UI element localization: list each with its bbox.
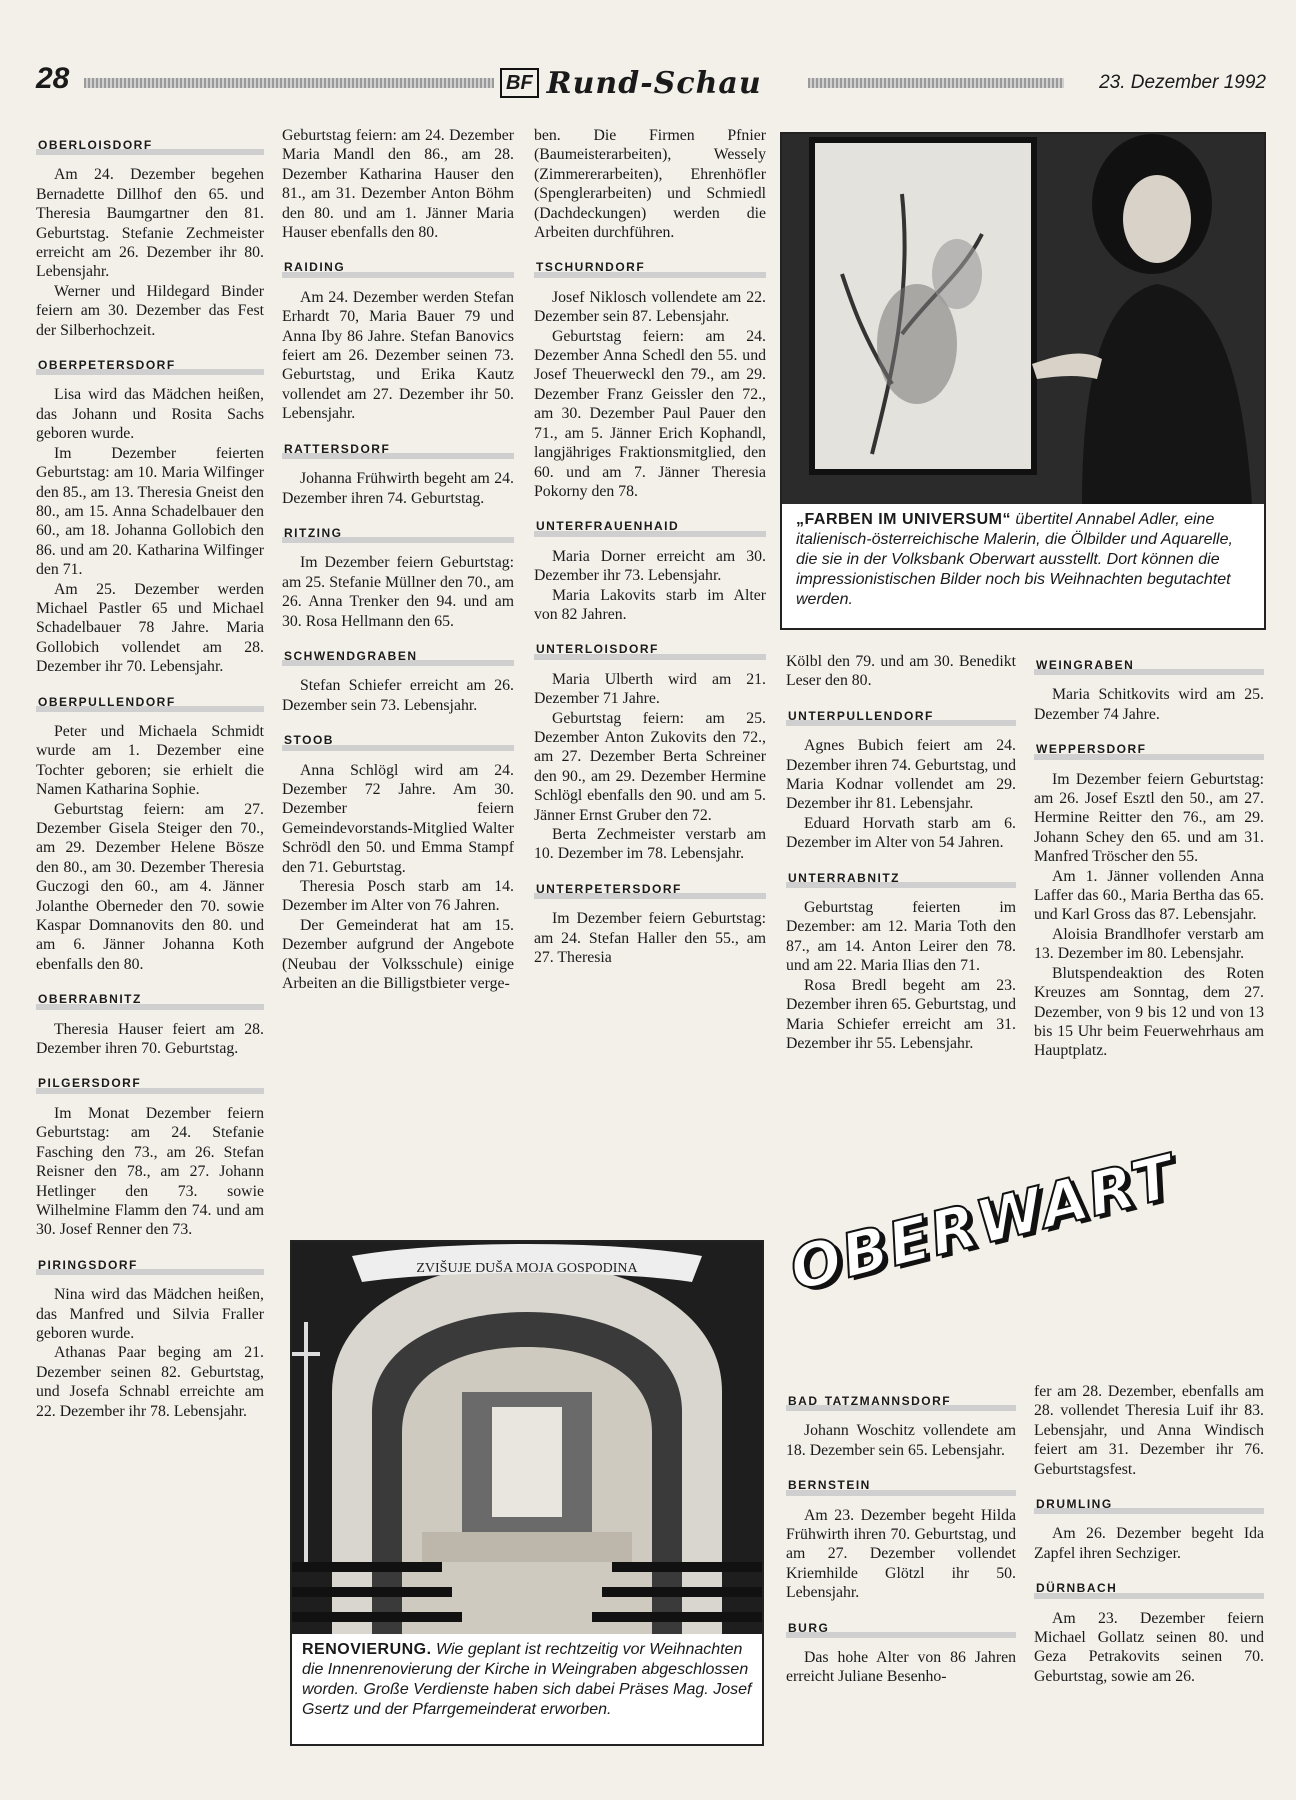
article-paragraph: Im Dezember feiern Geburtstag: am 25. Stefanie Müllner den 70., am 26. Anna Trenker den 94. und am 30. Rosa Hellmann den 65. — [282, 554, 514, 630]
church-caption-text: Wie geplant ist rechtzeitig vor Weihnachten die Innenrenovierung der Kirche in Weingraben abgeschlossen worden. Große Verdienste haben sich dabei Präses Mag. Josef Gsertz und der Pfarrgemeinderat erworben. — [302, 1641, 752, 1718]
article-paragraph: Maria Ulberth wird am 21. Dezember 71 Jahre. — [534, 670, 766, 708]
article-paragraph: fer am 28. Dezember, ebenfalls am 28. vollendet Theresia Luif ihr 83. Lebensjahr, und Anna Windisch feiert am 31. Dezember ihr 76. Geburtstagsfest. — [1034, 1383, 1264, 1478]
section-heading: drumling — [1034, 1491, 1264, 1514]
church-banner-text: ZVIŠUJE DUŠA MOJA GOSPODINA — [416, 1261, 638, 1276]
article-paragraph: Im Dezember feierten Geburtstag: am 10. Maria Wilfinger den 85., am 13. Theresia Gneist den 80., am 15. Anna Schadelbauer den 60., am 18. Johanna Gollobich den 86. und am 20. Katharina Wilfinger den 71. — [36, 444, 264, 579]
article-paragraph: Eduard Horvath starb am 6. Dezember im Alter von 54 Jahren. — [786, 814, 1016, 852]
painter-photo-box — [780, 132, 1266, 630]
section-heading: bernstein — [786, 1472, 1016, 1495]
article-paragraph: Am 24. Dezember begehen Bernadette Dillhof den 65. und Theresia Baumgartner den 81. Geburtstag. Stefanie Zechmeister erreicht am 26. Dezember ihr 80. Lebensjahr. — [36, 166, 264, 281]
section-heading: unterfrauenhaid — [534, 513, 766, 536]
article-paragraph: Agnes Bubich feiert am 24. Dezember ihren 74. Geburtstag, und Maria Kodnar vollendet am 29. Dezember ihr 81. Lebensjahr. — [786, 737, 1016, 813]
church-photo — [292, 1242, 762, 1634]
article-paragraph: Werner und Hildegard Binder feiern am 30. Dezember das Fest der Silberhochzeit. — [36, 282, 264, 339]
article-paragraph: Das hohe Alter von 86 Jahren erreicht Juliane Besenho- — [786, 1649, 1016, 1686]
article-paragraph: ben. Die Firmen Pfnier (Baumeisterarbeiten), Wessely (Zimmererarbeiten), Ehrenhöfler (Spenglerarbeiten) und Schmiedl (Dachdeckungen) werden die Arbeiten durchführen. — [534, 127, 766, 242]
section-heading: ritzing — [282, 520, 514, 543]
masthead-logo — [500, 66, 762, 100]
painter-caption-title: „FARBEN IM UNIVERSUM“ — [796, 511, 1011, 528]
section-heading: weingraben — [1034, 652, 1264, 675]
article-paragraph: Peter und Michaela Schmidt wurde am 1. Dezember eine Tochter geboren; sie erhielt die Namen Katharina Sophie. — [36, 722, 264, 799]
section-heading: unterpullendorf — [786, 703, 1016, 726]
article-paragraph: Im Monat Dezember feiern Geburtstag: am 24. Stefanie Fasching den 73., am 26. Stefan Reisner den 78., am 27. Johann Hetlinger den 73. sowie Wilhelmine Flamm den 74. und am 30. Josef Renner den 73. — [36, 1104, 264, 1239]
article-paragraph: Am 26. Dezember begeht Ida Zapfel ihren Sechziger. — [1034, 1525, 1264, 1562]
article-paragraph: Anna Schlögl wird am 24. Dezember 72 Jahre. Am 30. Dezember feiern Gemeindevorstands-Mitglied Walter Schrödl den 50. und Emma Stampf den 71. Geburtstag. — [282, 761, 514, 876]
section-heading: unterrabnitz — [786, 865, 1016, 888]
section-heading: oberrabnitz — [36, 986, 264, 1009]
article-paragraph: Johanna Frühwirth begeht am 24. Dezember ihren 74. Geburtstag. — [282, 470, 514, 507]
section-heading: unterpetersdorf — [534, 876, 766, 899]
section-heading: oberloisdorf — [36, 132, 264, 155]
article-paragraph: Geburtstag feiern: am 24. Dezember Anna Schedl den 55. und Josef Theuerweckl den 79., am 29. Dezember Franz Geissler den 72., am 30. Dezember Paul Pauer den 71., am 5. Jänner Erich Kophandl, langjähriges Fraktionsmitglied, den 60. und am 7. Jänner Theresia Pokorny den 78. — [534, 327, 766, 500]
article-paragraph: Maria Lakovits starb im Alter von 82 Jahren. — [534, 586, 766, 623]
church-photo-box — [290, 1240, 764, 1746]
article-paragraph: Am 23. Dezember feiern Michael Gollatz seinen 80. und Geza Petrakovits seinen 70. Geburtstag, sowie am 26. — [1034, 1609, 1264, 1685]
article-paragraph: Theresia Hauser feiert am 28. Dezember ihren 70. Geburtstag. — [36, 1020, 264, 1058]
header-rule-right — [808, 78, 1064, 88]
article-paragraph: Theresia Posch starb am 14. Dezember im Alter von 76 Jahren. — [282, 878, 514, 915]
column-3 — [534, 126, 766, 967]
column-2 — [282, 126, 514, 993]
logo-bf: BF — [500, 68, 539, 98]
article-paragraph: Athanas Paar beging am 21. Dezember seinen 82. Geburtstag, und Josefa Schnabl erreichte am 22. Dezember ihr 78. Lebensjahr. — [36, 1344, 264, 1420]
header-rule-left — [84, 78, 494, 88]
section-heading: tschurndorf — [534, 254, 766, 277]
article-paragraph: Aloisia Brandlhofer verstarb am 13. Dezember im 80. Lebensjahr. — [1034, 925, 1264, 963]
painter-caption — [782, 504, 1264, 610]
article-paragraph: Am 1. Jänner vollenden Anna Laffer das 60., Maria Bertha das 65. und Karl Gross das 87. Lebensjahr. — [1034, 867, 1264, 924]
logo-name: Rund-Schau — [546, 65, 762, 101]
column-7 — [1034, 1382, 1264, 1686]
section-heading: bad tatzmannsdorf — [786, 1388, 1016, 1411]
article-paragraph: Blutspendeaktion des Roten Kreuzes am Sonntag, dem 27. Dezember, von 9 bis 12 und von 13 bis 15 Uhr beim Feuerwehrhaus am Hauptplatz. — [1034, 964, 1264, 1060]
article-paragraph: Rosa Bredl begeht am 23. Dezember ihren 65. Geburtstag, und Maria Schiefer erreicht am 31. Dezember ihr 55. Lebensjahr. — [786, 976, 1016, 1052]
article-paragraph: Geburtstag feiern: am 25. Dezember Anton Zukovits den 72., am 27. Dezember Berta Schreiner den 90., am 29. Dezember Hermine Schlögl ebenfalls den 90. und am 5. Jänner Ernst Gruber den 72. — [534, 709, 766, 824]
article-paragraph: Josef Niklosch vollendete am 22. Dezember sein 87. Lebensjahr. — [534, 288, 766, 326]
section-heading: raiding — [282, 254, 514, 277]
column-1 — [36, 132, 264, 1421]
section-heading: dürnbach — [1034, 1575, 1264, 1598]
article-paragraph: Geburtstag feierten im Dezember: am 12. Maria Toth den 87., am 14. Anton Leirer den 78. und am 22. Maria Ilias den 71. — [786, 899, 1016, 975]
article-paragraph: Am 25. Dezember werden Michael Pastler 65 und Michael Schadelbauer 78 Jahre. Maria Gollobich vollendet am 28. Dezember ihr 70. Lebensjahr. — [36, 580, 264, 676]
column-5 — [1034, 652, 1264, 1061]
section-heading: schwendgraben — [282, 643, 514, 666]
article-paragraph: Im Dezember feiern Geburtstag: am 24. Stefan Haller den 55., am 27. Theresia — [534, 910, 766, 967]
article-paragraph: Am 24. Dezember werden Stefan Erhardt 70, Maria Bauer 79 und Anna Iby 86 Jahre. Stefan Banovics feiert am 26. Dezember seinen 73. Geburtstag, und Erika Kautz vollendet am 27. Dezember ihr 50. Lebensjahr. — [282, 288, 514, 423]
church-caption — [292, 1634, 762, 1720]
section-heading: stoob — [282, 727, 514, 750]
article-paragraph: Im Dezember feiern Geburtstag: am 26. Josef Esztl den 50., am 27. Hermine Reitter den 76., am 29. Johann Schey den 65. und am 31. Manfred Tröscher den 55. — [1034, 770, 1264, 866]
section-heading: piringsdorf — [36, 1252, 264, 1275]
section-heading: pilgersdorf — [36, 1070, 264, 1093]
painter-caption-text: übertitel Annabel Adler, eine italienisch-österreichische Malerin, die Ölbilder und Aquarelle, die sie in der Volksbank Oberwart ausstellt. Dort können die impressionistischen Bilder noch bis Weihnachten begutachtet werden. — [796, 511, 1233, 608]
article-paragraph: Maria Schitkovits wird am 25. Dezember 74 Jahre. — [1034, 686, 1264, 723]
issue-date: 23. Dezember 1992 — [1099, 72, 1266, 93]
column-4 — [786, 652, 1016, 1053]
section-heading: rattersdorf — [282, 436, 514, 459]
article-paragraph: Nina wird das Mädchen heißen, das Manfred und Silvia Fraller geboren wurde. — [36, 1286, 264, 1342]
section-heading: unterloisdorf — [534, 636, 766, 659]
article-paragraph: Lisa wird das Mädchen heißen, das Johann und Rosita Sachs geboren wurde. — [36, 386, 264, 443]
section-heading: burg — [786, 1615, 1016, 1638]
article-paragraph: Johann Woschitz vollendete am 18. Dezember sein 65. Lebensjahr. — [786, 1422, 1016, 1459]
article-paragraph: Berta Zechmeister verstarb am 10. Dezember im 78. Lebensjahr. — [534, 826, 766, 863]
section-heading: oberpullendorf — [36, 689, 264, 712]
church-caption-title: RENOVIERUNG. — [302, 1641, 432, 1658]
section-title-oberwart: OBERWART — [783, 1141, 1184, 1305]
painter-photo — [782, 134, 1264, 504]
article-paragraph: Stefan Schiefer erreicht am 26. Dezember sein 73. Lebensjahr. — [282, 677, 514, 714]
article-paragraph: Maria Dorner erreicht am 30. Dezember ihr 73. Lebensjahr. — [534, 547, 766, 585]
article-paragraph: Geburtstag feiern: am 27. Dezember Gisela Steiger den 70., am 29. Dezember Helene Bösze den 80., am 30. Dezember Theresia Guczogi den 60., am 4. Jänner Jolanthe Oberneder den 70. sowie Kaspar Domnanovits den 80. und am 6. Jänner Johanna Koth ebenfalls den 80. — [36, 800, 264, 973]
article-paragraph: Der Gemeinderat hat am 15. Dezember aufgrund der Angebote (Neubau der Volksschule) einige Arbeiten an die Billigstbieter verge- — [282, 916, 514, 993]
article-paragraph: Am 23. Dezember begeht Hilda Frühwirth ihren 70. Geburtstag, und am 27. Dezember vollendet Kriemhilde Glötzl ihr 50. Lebensjahr. — [786, 1506, 1016, 1602]
article-paragraph: Kölbl den 79. und am 30. Benedikt Leser den 80. — [786, 653, 1016, 690]
column-6 — [786, 1388, 1016, 1687]
section-heading: weppersdorf — [1034, 736, 1264, 759]
section-heading: oberpetersdorf — [36, 352, 264, 375]
article-paragraph: Geburtstag feiern: am 24. Dezember Maria Mandl den 86., am 28. Dezember Katharina Hauser den 81., am 31. Dezember Anton Böhm den 80. und am 1. Jänner Maria Hauser ebenfalls den 80. — [282, 127, 514, 242]
page-number: 28 — [36, 62, 70, 95]
